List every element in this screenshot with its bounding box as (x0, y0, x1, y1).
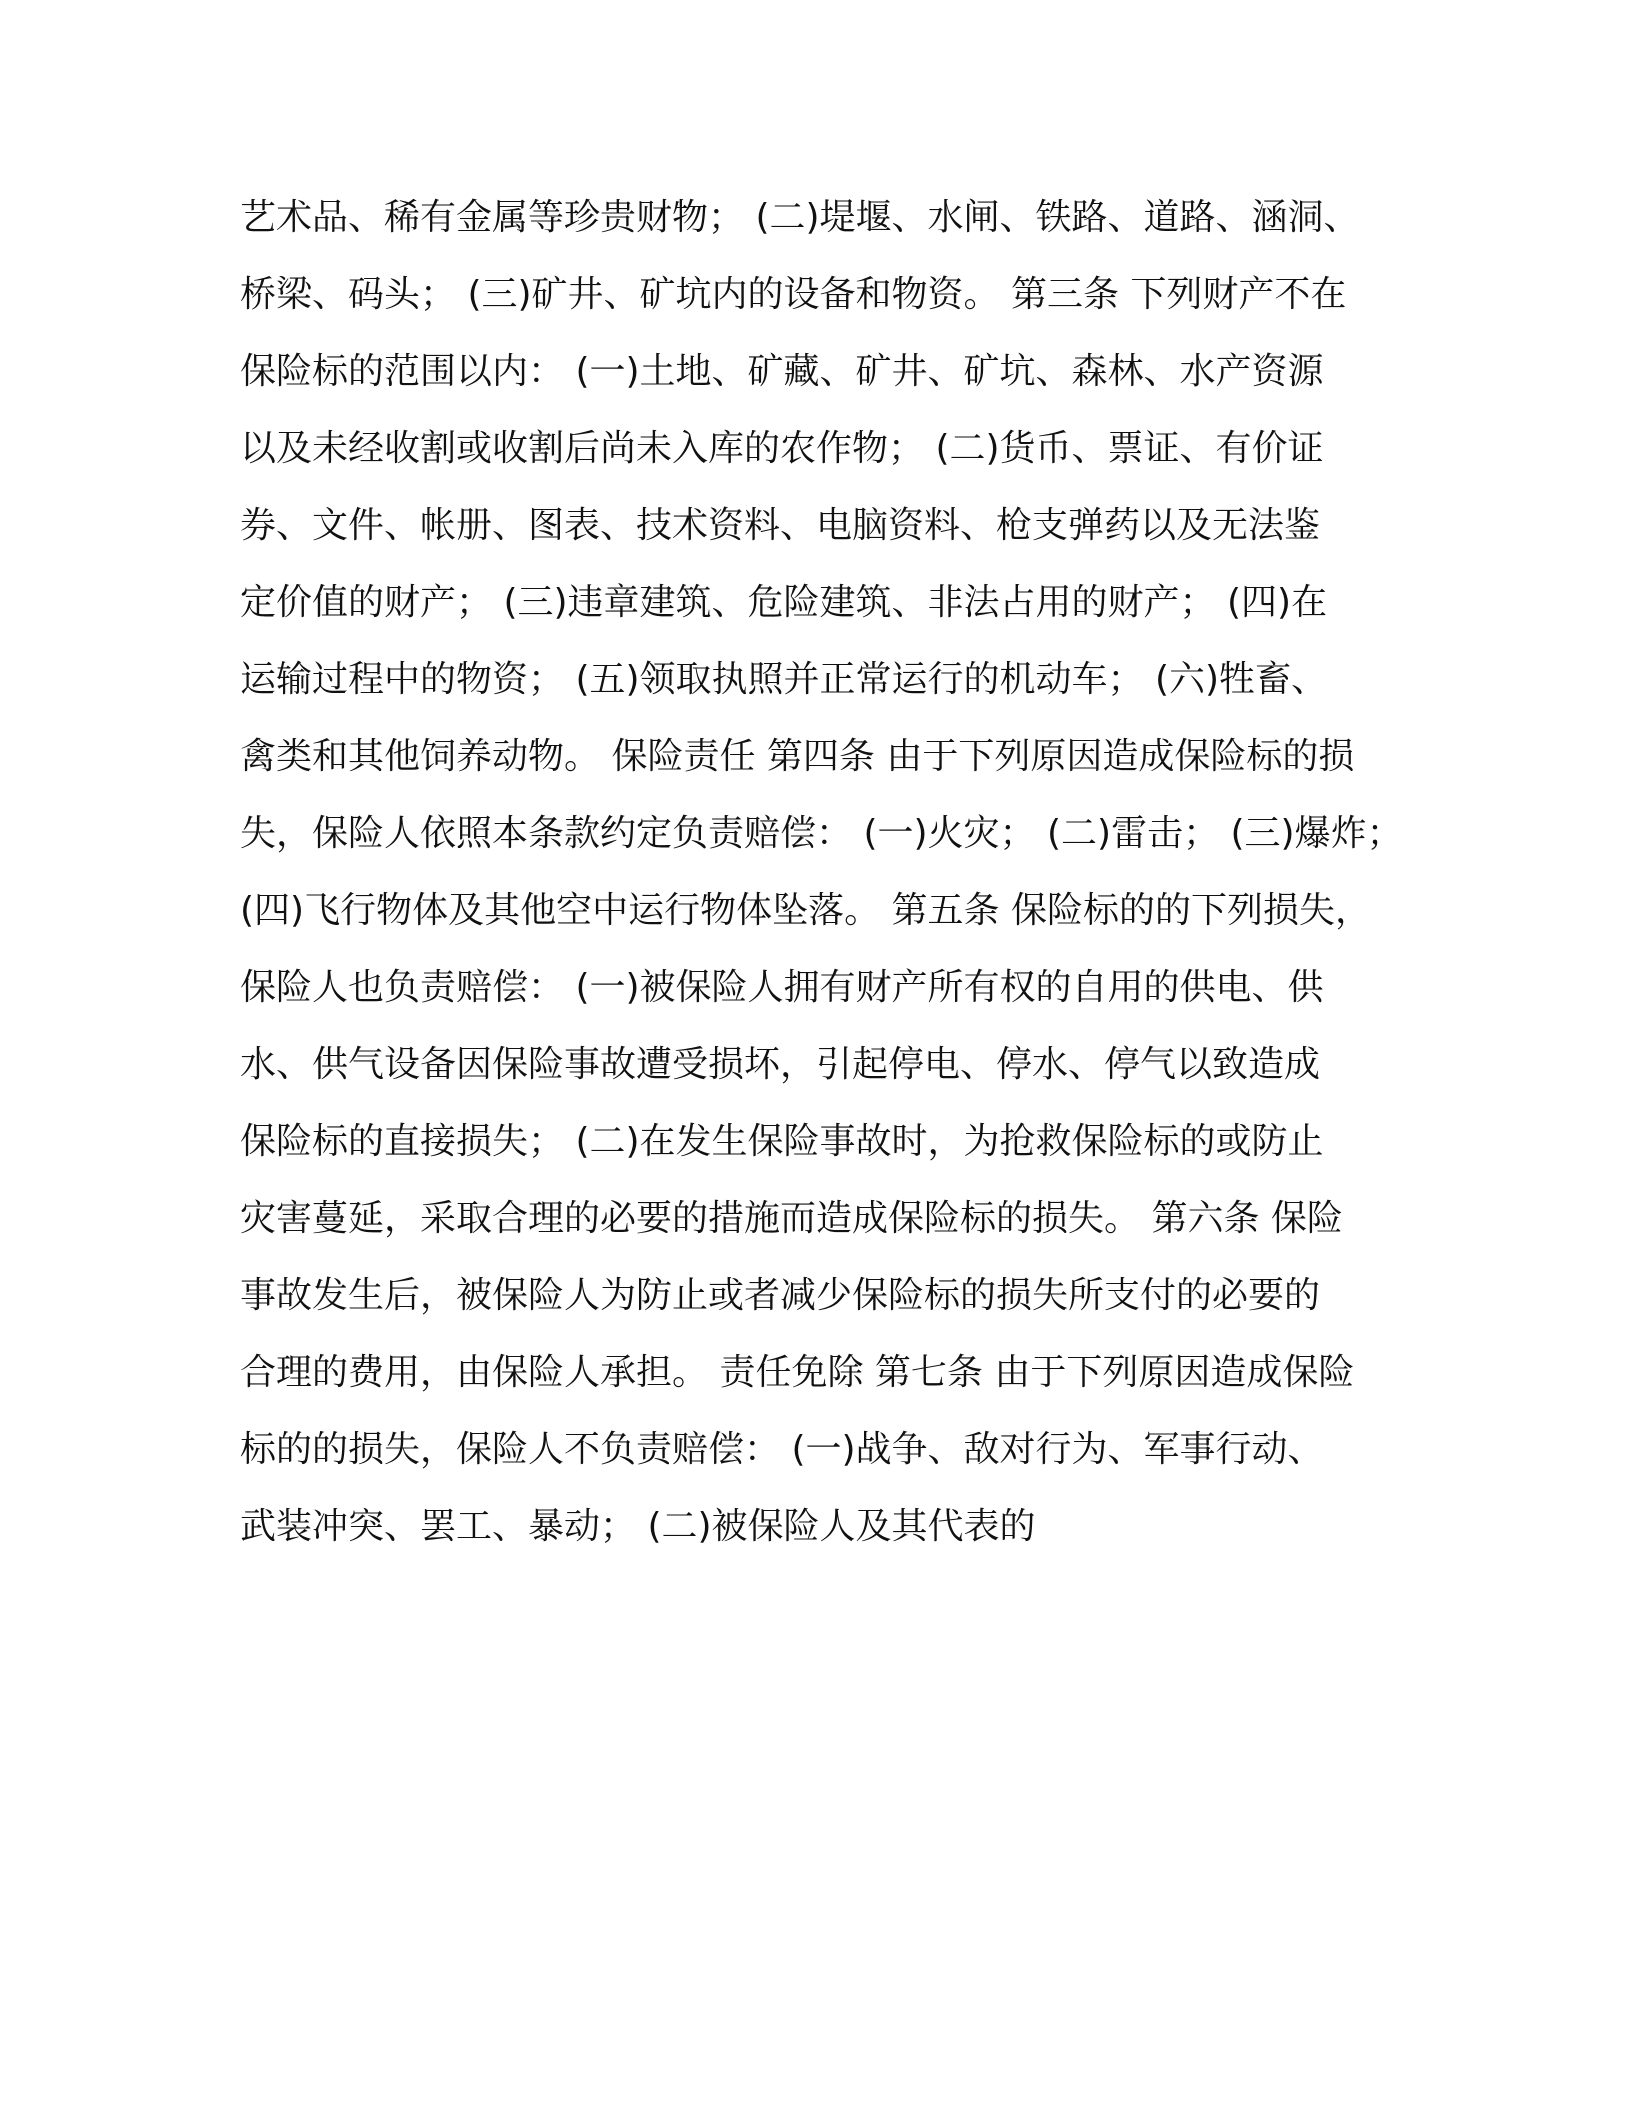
text-line-3: 保险标的范围以内： (一)土地、矿藏、矿井、矿坑、森林、水产资源 (240, 351, 1324, 392)
text-line-8: 禽类和其他饲养动物。 保险责任 第四条 由于下列原因造成保险标的损 (240, 736, 1355, 777)
text-line-6: 定价值的财产； (三)违章建筑、危险建筑、非法占用的财产； (四)在 (240, 582, 1328, 623)
text-line-4: 以及未经收割或收割后尚未入库的农作物； (二)货币、票证、有价证 (240, 428, 1324, 469)
text-line-13: 保险标的直接损失； (二)在发生保险事故时，为抢救保险标的或防止 (240, 1121, 1324, 1162)
text-line-10: (四)飞行物体及其他空中运行物体坠落。 第五条 保险标的的下列损失， (240, 890, 1371, 931)
text-line-16: 合理的费用，由保险人承担。 责任免除 第七条 由于下列原因造成保险 (240, 1352, 1355, 1393)
text-line-9: 失，保险人依照本条款约定负责赔偿： (一)火灾； (二)雷击； (三)爆炸； (240, 813, 1403, 854)
text-line-17: 标的的损失，保险人不负责赔偿： (一)战争、敌对行为、军事行动、 (240, 1429, 1324, 1470)
text-line-15: 事故发生后，被保险人为防止或者减少保险标的损失所支付的必要的 (240, 1275, 1321, 1316)
text-line-5: 券、文件、帐册、图表、技术资料、电脑资料、枪支弹药以及无法鉴 (240, 505, 1321, 546)
text-line-2: 桥梁、码头； (三)矿井、矿坑内的设备和物资。 第三条 下列财产不在 (240, 274, 1347, 315)
text-line-1: 艺术品、稀有金属等珍贵财物； (二)堤堰、水闸、铁路、道路、涵洞、 (240, 197, 1360, 238)
text-line-14: 灾害蔓延，采取合理的必要的措施而造成保险标的损失。 第六条 保险 (240, 1198, 1343, 1239)
text-line-11: 保险人也负责赔偿： (一)被保险人拥有财产所有权的自用的供电、供 (240, 967, 1324, 1008)
text-line-18: 武装冲突、罢工、暴动； (二)被保险人及其代表的 (240, 1506, 1036, 1547)
text-line-12: 水、供气设备因保险事故遭受损坏，引起停电、停水、停气以致造成 (240, 1044, 1321, 1085)
body-text (240, 188, 1440, 1574)
text-line-7: 运输过程中的物资； (五)领取执照并正常运行的机动车； (六)牲畜、 (240, 659, 1328, 700)
